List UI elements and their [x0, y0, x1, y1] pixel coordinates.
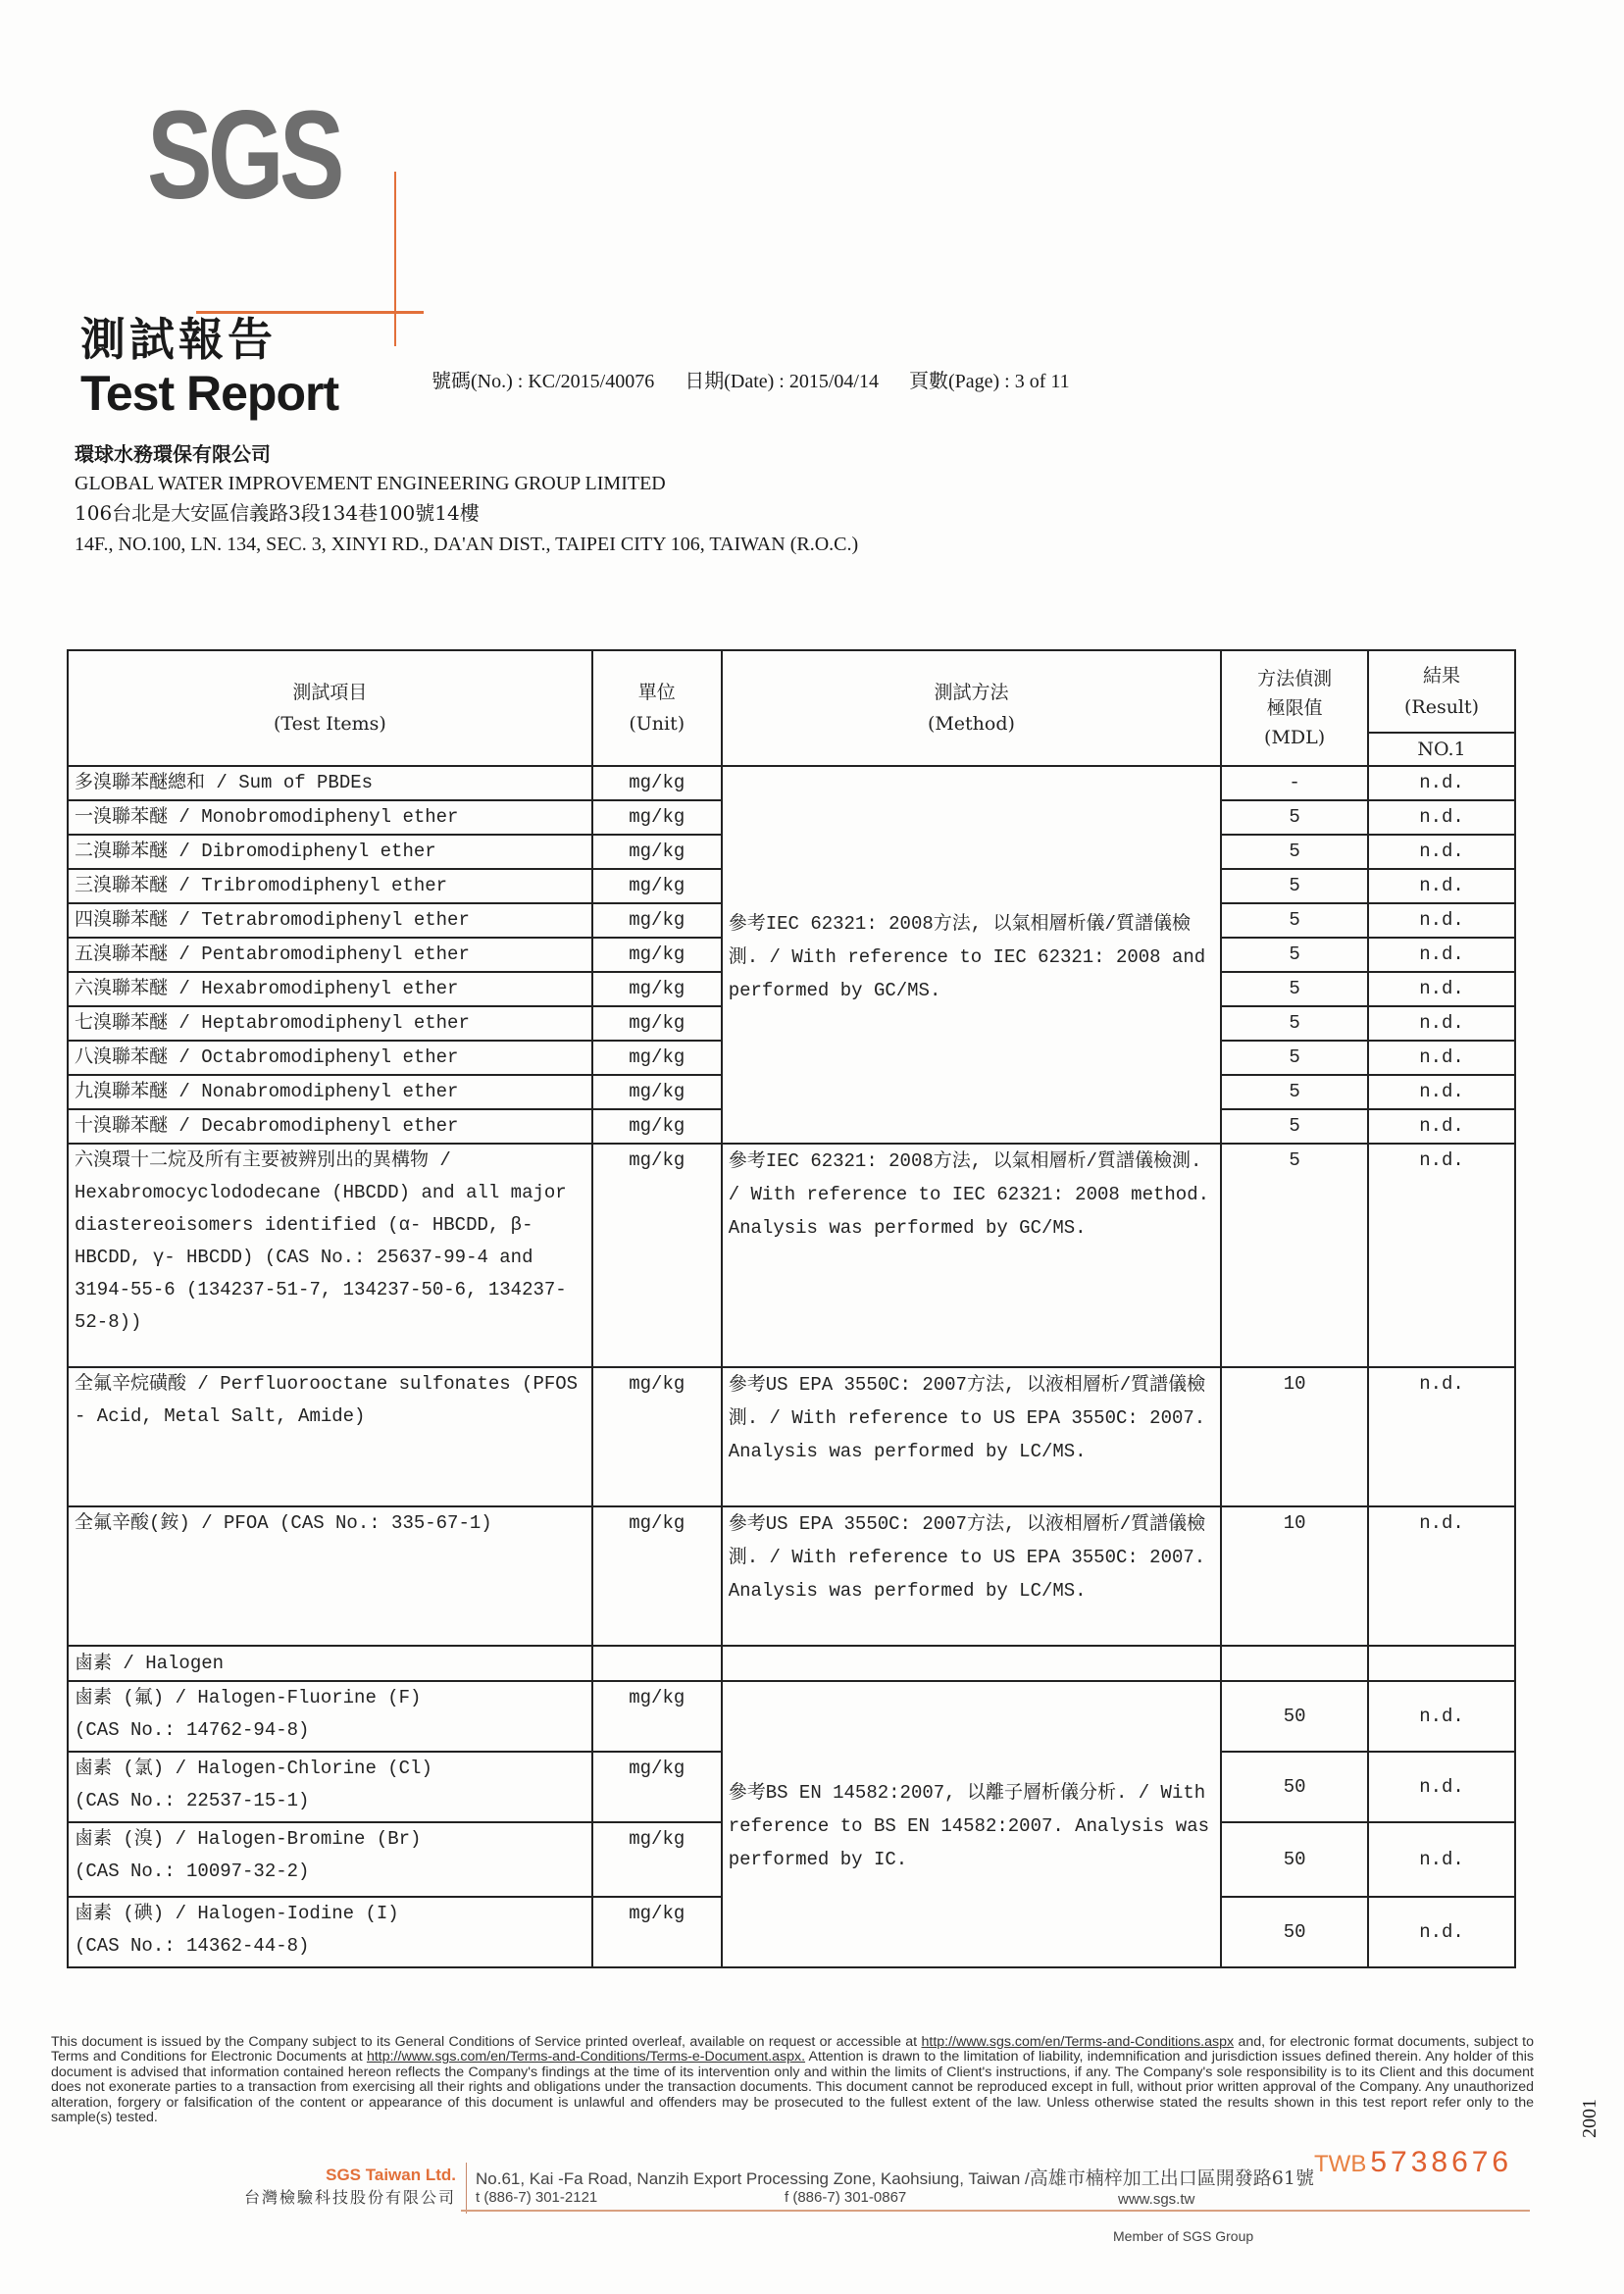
result-cell: n.d.	[1368, 869, 1515, 903]
mdl-cell: 5	[1221, 835, 1368, 869]
item-name: 鹵素 (氟) / Halogen-Fluorine (F)	[75, 1687, 422, 1708]
item-cas: (CAS No.: 14762-94-8)	[75, 1719, 310, 1741]
mdl-cell-empty	[1221, 1646, 1368, 1681]
mdl-cell: 5	[1221, 972, 1368, 1006]
company-address-zh: 高雄市楠梓加工出口區開發路61號	[1029, 2167, 1314, 2189]
mdl-cell: 5	[1221, 1109, 1368, 1144]
sgs-taiwan-block	[201, 2166, 456, 2208]
result-cell: n.d.	[1368, 1006, 1515, 1041]
unit-cell: mg/kg	[592, 1109, 722, 1144]
unit-cell-empty	[592, 1646, 722, 1681]
method-cell: 參考US EPA 3550C: 2007方法, 以液相層析/質譜儀檢測. / With reference to US EPA 3550C: 2007. Analysis was performed by LC/MS.	[722, 1367, 1221, 1506]
result-cell: n.d.	[1368, 1144, 1515, 1367]
company-fax: f (886-7) 301-0867	[785, 2189, 907, 2206]
item-cell: 全氟辛酸(銨) / PFOA (CAS No.: 335-67-1)	[68, 1506, 592, 1646]
table-row-halogen-header	[68, 1646, 1515, 1681]
item-cell	[68, 1822, 592, 1897]
unit-cell: mg/kg	[592, 1367, 722, 1506]
table-row-pfos	[68, 1367, 1515, 1506]
result-cell: n.d.	[1368, 903, 1515, 938]
header-test-items	[68, 650, 592, 766]
title-english: Test Report	[80, 366, 339, 421]
item-cas: (CAS No.: 14362-44-8)	[75, 1935, 310, 1957]
result-cell: n.d.	[1368, 1367, 1515, 1506]
mdl-cell: 50	[1221, 1681, 1368, 1752]
disclaimer-text-3: Attention is drawn to the limitation of liability, indemnification and jurisdiction issues defined therein. Any holder of this document is advised that information contained hereon reflects the Company's findings at the time of its intervention only and within the limits of Client's instructions, if any. The Company's sole responsibility is to its Client and this document does not exonerate parties to a transaction from exercising all their rights and obligations under the transaction documents. This document cannot be reproduced except in full, without prior written approval of the Company. Any unauthorized alteration, forgery or falsification of the content or appearance of this document is unlawful and offenders may be prosecuted to the fullest extent of the law. Unless otherwise stated the results shown in this test report refer only to the sample(s) tested.	[51, 2049, 1534, 2126]
item-cell: 十溴聯苯醚 / Decabromodiphenyl ether	[68, 1109, 592, 1144]
result-cell: n.d.	[1368, 1506, 1515, 1646]
footer-divider-horizontal	[461, 2210, 1530, 2212]
unit-cell: mg/kg	[592, 1041, 722, 1075]
result-cell: n.d.	[1368, 1822, 1515, 1897]
title-chinese: 測試報告	[80, 313, 277, 366]
page-number: 頁數(Page) : 3 of 11	[908, 371, 1070, 392]
halogen-method-text: 參考BS EN 14582:2007, 以離子層析儀分析. / With reference to BS EN 14582:2007. Analysis was performed by IC.	[728, 1782, 1209, 1870]
result-cell: n.d.	[1368, 800, 1515, 835]
mdl-cell: 5	[1221, 903, 1368, 938]
client-address-zh: 106台北是大安區信義路3段134巷100號14樓	[75, 501, 480, 525]
item-cell	[68, 1681, 592, 1752]
company-name-zh: 台灣檢驗科技股份有限公司	[243, 2188, 456, 2207]
header-result	[1368, 650, 1515, 733]
result-cell: n.d.	[1368, 1075, 1515, 1109]
table-row-pfoa	[68, 1506, 1515, 1646]
client-block	[75, 439, 858, 559]
item-cell: 二溴聯苯醚 / Dibromodiphenyl ether	[68, 835, 592, 869]
mdl-cell: 5	[1221, 800, 1368, 835]
mdl-cell: 10	[1221, 1506, 1368, 1646]
mdl-cell: 5	[1221, 1144, 1368, 1367]
company-telephone: t (886-7) 301-2121	[476, 2189, 598, 2206]
logo-orange-vline	[394, 172, 396, 346]
unit-cell: mg/kg	[592, 1506, 722, 1646]
result-cell: n.d.	[1368, 1109, 1515, 1144]
unit-cell: mg/kg	[592, 869, 722, 903]
client-address-en: 14F., NO.100, LN. 134, SEC. 3, XINYI RD., DA'AN DIST., TAIPEI CITY 106, TAIWAN (R.O.C.)	[75, 534, 859, 555]
header-mdl	[1221, 650, 1368, 766]
side-form-code: 2001	[1579, 2099, 1600, 2138]
result-cell: n.d.	[1368, 938, 1515, 972]
unit-cell: mg/kg	[592, 766, 722, 800]
company-website[interactable]: www.sgs.tw	[1118, 2191, 1195, 2208]
unit-cell: mg/kg	[592, 800, 722, 835]
header-method-en: (Method)	[927, 713, 1015, 735]
table-header-row	[68, 650, 1515, 733]
company-address-en: No.61, Kai -Fa Road, Nanzih Export Processing Zone, Kaohsiung, Taiwan /	[476, 2169, 1030, 2188]
mdl-cell: 10	[1221, 1367, 1368, 1506]
item-cell: 全氟辛烷磺酸 / Perfluorooctane sulfonates (PFOS - Acid, Metal Salt, Amide)	[68, 1367, 592, 1506]
header-mdl-zh1: 方法偵測	[1257, 668, 1333, 689]
unit-cell: mg/kg	[592, 1006, 722, 1041]
serial-digits: 5738676	[1370, 2146, 1513, 2178]
header-result-zh: 結果	[1423, 665, 1461, 687]
unit-cell: mg/kg	[592, 938, 722, 972]
mdl-cell: 50	[1221, 1752, 1368, 1822]
item-cell	[68, 1897, 592, 1967]
item-name: 鹵素 (碘) / Halogen-Iodine (I)	[75, 1903, 399, 1924]
item-cell: 三溴聯苯醚 / Tribromodiphenyl ether	[68, 869, 592, 903]
table-row	[68, 1681, 1515, 1752]
legal-disclaimer	[51, 2035, 1534, 2125]
item-cell: 一溴聯苯醚 / Monobromodiphenyl ether	[68, 800, 592, 835]
unit-cell: mg/kg	[592, 1075, 722, 1109]
table-row-hbcdd	[68, 1144, 1515, 1367]
result-cell: n.d.	[1368, 972, 1515, 1006]
serial-prefix: TWB	[1314, 2151, 1367, 2177]
item-cell: 七溴聯苯醚 / Heptabromodiphenyl ether	[68, 1006, 592, 1041]
mdl-cell: 5	[1221, 938, 1368, 972]
result-cell-empty	[1368, 1646, 1515, 1681]
terms-link[interactable]: http://www.sgs.com/en/Terms-and-Conditions.aspx	[921, 2034, 1235, 2050]
item-cell: 六溴聯苯醚 / Hexabromodiphenyl ether	[68, 972, 592, 1006]
results-table	[67, 649, 1516, 1968]
mdl-cell: 5	[1221, 869, 1368, 903]
mdl-cell: 50	[1221, 1897, 1368, 1967]
pbde-method-text: 參考IEC 62321: 2008方法, 以氣相層析儀/質譜儀檢測. / With reference to IEC 62321: 2008 and performed by GC/MS.	[728, 912, 1206, 1001]
mdl-cell: 5	[1221, 1041, 1368, 1075]
unit-cell: mg/kg	[592, 1681, 722, 1752]
mdl-cell: -	[1221, 766, 1368, 800]
serial-number	[1314, 2146, 1512, 2179]
client-name-en: GLOBAL WATER IMPROVEMENT ENGINEERING GROUP LIMITED	[75, 473, 666, 494]
method-cell	[722, 1681, 1221, 1967]
item-cell	[68, 1752, 592, 1822]
item-cell: 八溴聯苯醚 / Octabromodiphenyl ether	[68, 1041, 592, 1075]
unit-cell: mg/kg	[592, 1822, 722, 1897]
header-sample-no: NO.1	[1368, 733, 1515, 766]
report-meta	[431, 365, 1095, 393]
report-date: 日期(Date) : 2015/04/14	[685, 371, 879, 392]
header-method	[722, 650, 1221, 766]
header-unit-en: (Unit)	[629, 713, 685, 735]
client-name-zh: 環球水務環保有限公司	[75, 442, 271, 466]
sgs-logo	[147, 85, 340, 250]
unit-cell: mg/kg	[592, 1144, 722, 1367]
item-cell: 六溴環十二烷及所有主要被辨別出的異構物 / Hexabromocyclododecane (HBCDD) and all major diastereoisomers identified (α- HBCDD, β- HBCDD, γ- HBCDD) (CAS No.: 25637-99-4 and 3194-55-6 (134237-51-7, 134237-50-6, 134237-52-8))	[68, 1144, 592, 1367]
header-unit-zh: 單位	[637, 682, 676, 703]
item-name: 鹵素 (氯) / Halogen-Chlorine (Cl)	[75, 1758, 432, 1779]
item-cell: 九溴聯苯醚 / Nonabromodiphenyl ether	[68, 1075, 592, 1109]
method-cell	[722, 766, 1221, 1144]
header-item-en: (Test Items)	[273, 713, 386, 735]
disclaimer-text-1: This document is issued by the Company subject to its General Conditions of Service printed overleaf, available on request or accessible at	[51, 2034, 922, 2050]
result-cell: n.d.	[1368, 1752, 1515, 1822]
mdl-cell: 50	[1221, 1822, 1368, 1897]
method-cell: 參考IEC 62321: 2008方法, 以氣相層析/質譜儀檢測. / With reference to IEC 62321: 2008 method. Analysis was performed by GC/MS.	[722, 1144, 1221, 1367]
item-name: 鹵素 (溴) / Halogen-Bromine (Br)	[75, 1828, 422, 1850]
header-result-en: (Result)	[1403, 696, 1480, 718]
table-row	[68, 766, 1515, 800]
halogen-section-label: 鹵素 / Halogen	[68, 1646, 592, 1681]
mdl-cell: 5	[1221, 1006, 1368, 1041]
method-cell: 參考US EPA 3550C: 2007方法, 以液相層析/質譜儀檢測. / With reference to US EPA 3550C: 2007. Analysis was performed by LC/MS.	[722, 1506, 1221, 1646]
unit-cell: mg/kg	[592, 972, 722, 1006]
unit-cell: mg/kg	[592, 1897, 722, 1967]
unit-cell: mg/kg	[592, 1752, 722, 1822]
result-cell: n.d.	[1368, 1041, 1515, 1075]
header-unit	[592, 650, 722, 766]
result-cell: n.d.	[1368, 1897, 1515, 1967]
logo-text: SGS	[147, 85, 340, 226]
result-cell: n.d.	[1368, 766, 1515, 800]
method-cell-empty	[722, 1646, 1221, 1681]
header-item-zh: 測試項目	[292, 682, 368, 703]
item-cas: (CAS No.: 10097-32-2)	[75, 1861, 310, 1882]
unit-cell: mg/kg	[592, 903, 722, 938]
footer-divider-vertical	[466, 2163, 467, 2214]
header-mdl-zh2: 極限值	[1266, 697, 1323, 719]
member-of-sgs-group: Member of SGS Group	[1113, 2228, 1254, 2244]
header-method-zh: 測試方法	[934, 682, 1009, 703]
company-address	[476, 2164, 1314, 2190]
item-cell: 多溴聯苯醚總和 / Sum of PBDEs	[68, 766, 592, 800]
company-name-en: SGS Taiwan Ltd.	[326, 2166, 456, 2184]
disclaimer-text-2: and, for electronic format documents, subject to Terms and Conditions for Electronic Documents at	[51, 2034, 1534, 2065]
mdl-cell: 5	[1221, 1075, 1368, 1109]
result-cell: n.d.	[1368, 1681, 1515, 1752]
item-cell: 五溴聯苯醚 / Pentabromodiphenyl ether	[68, 938, 592, 972]
item-cell: 四溴聯苯醚 / Tetrabromodiphenyl ether	[68, 903, 592, 938]
unit-cell: mg/kg	[592, 835, 722, 869]
header-mdl-en: (MDL)	[1264, 727, 1326, 748]
item-cas: (CAS No.: 22537-15-1)	[75, 1790, 310, 1811]
result-cell: n.d.	[1368, 835, 1515, 869]
e-document-terms-link[interactable]: http://www.sgs.com/en/Terms-and-Conditions/Terms-e-Document.aspx.	[366, 2049, 806, 2065]
report-number: 號碼(No.) : KC/2015/40076	[431, 371, 655, 392]
